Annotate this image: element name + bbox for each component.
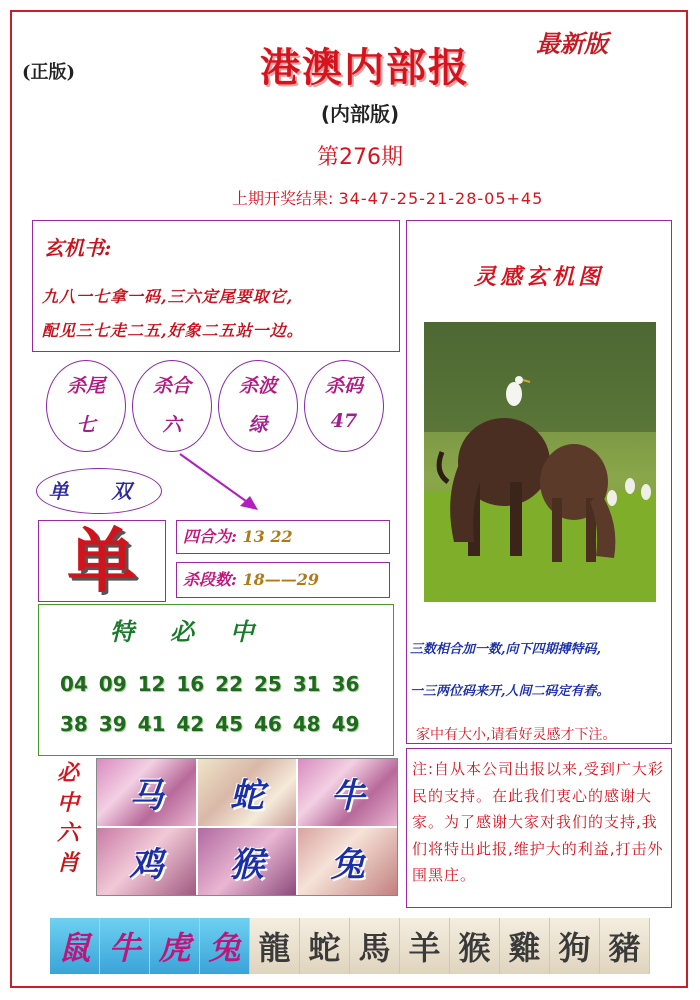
pick-label: 杀波	[238, 375, 277, 397]
hint-line-1: 三数相合加一数,向下四期搏特码,	[410, 642, 602, 657]
pick-value: 47	[330, 410, 358, 432]
issue-number: 第276期	[317, 145, 403, 170]
last-result-numbers: 34-47-25-21-28-05+45	[338, 189, 544, 208]
tebi-row-2: 38 39 41 42 45 46 48 49	[60, 712, 360, 736]
zodiac-pick: 蛇	[198, 759, 297, 826]
pick-label: 杀码	[324, 375, 363, 397]
zodiac-tile: 虎	[150, 918, 200, 974]
pick-sha-wei	[46, 360, 126, 452]
zodiac-tile: 羊	[400, 918, 450, 974]
last-result	[232, 186, 543, 209]
tebi-row-1: 04 09 12 16 22 25 31 36	[60, 672, 360, 696]
pick-sha-he	[132, 360, 212, 452]
xuanji-line-1: 九八一七拿一码,三六定尾要取它,	[42, 287, 294, 306]
pick-value: 七	[76, 414, 96, 436]
dan-shuang-ellipse: 单 双	[36, 468, 162, 514]
zodiac-pick: 猴	[198, 828, 297, 895]
notice-text: 注:自从本公司出报以来,受到广大彩民的支持。在此我们衷心的感谢大家。为了感谢大家对我们的支持,我们将特出此报,维护大的利益,打击外围黑庄。	[412, 760, 664, 884]
zodiac-pick: 鸡	[97, 828, 196, 895]
hint-line-2: 一三两位码来开,人间二码定有春。	[410, 684, 610, 699]
shaduan-label: 杀段数:	[183, 570, 237, 589]
xuanji-line-2: 配见三七走二五,好象二五站一边。	[42, 321, 304, 340]
sihe-box	[176, 520, 390, 554]
sihe-value: 13 22	[242, 527, 293, 546]
zodiac-side-char: 六	[56, 820, 79, 846]
zodiac-pick: 马	[97, 759, 196, 826]
zodiac-side-label	[50, 758, 86, 878]
pick-sha-bo	[218, 360, 298, 452]
zodiac-tile: 牛	[100, 918, 150, 974]
zodiac-pick: 兔	[298, 828, 397, 895]
zodiac-tile: 豬	[600, 918, 650, 974]
edition-left: (正版)	[22, 62, 76, 83]
page-title: 港澳内部报	[260, 44, 470, 91]
zodiac-strip	[50, 918, 650, 974]
pick-value: 绿	[248, 414, 268, 436]
pick-label: 杀尾	[66, 375, 105, 397]
zodiac-tile: 鼠	[50, 918, 100, 974]
zodiac-tile: 龍	[250, 918, 300, 974]
zodiac-tile: 雞	[500, 918, 550, 974]
tebi-title: 特必中	[110, 617, 290, 646]
zodiac-tile: 蛇	[300, 918, 350, 974]
zodiac-side-char: 必	[56, 760, 79, 786]
page-subtitle: (内部版)	[320, 102, 400, 126]
zodiac-pick: 牛	[298, 759, 397, 826]
zodiac-grid	[96, 758, 398, 896]
shaduan-value: 18——29	[242, 570, 320, 589]
pick-sha-ma	[304, 360, 384, 452]
sihe-label: 四合为:	[183, 527, 237, 546]
edition-right: 最新版	[536, 29, 608, 58]
buffalo-photo	[424, 322, 656, 602]
arrow-icon	[170, 448, 270, 520]
zodiac-tile: 兔	[200, 918, 250, 974]
inspiration-title: 灵感玄机图	[473, 264, 604, 290]
zodiac-side-char: 肖	[56, 850, 79, 876]
zodiac-side-char: 中	[56, 790, 79, 816]
shaduan-box	[176, 562, 390, 598]
pick-label: 杀合	[152, 375, 191, 397]
big-char: 单	[67, 519, 137, 602]
xuanji-title: 玄机书:	[44, 236, 112, 260]
inspiration-note: 家中有大小,请看好灵感才下注。	[416, 727, 617, 743]
zodiac-tile: 狗	[550, 918, 600, 974]
last-result-label: 上期开奖结果:	[232, 189, 334, 208]
zodiac-tile: 馬	[350, 918, 400, 974]
zodiac-tile: 猴	[450, 918, 500, 974]
big-char-box	[38, 520, 166, 602]
pick-value: 六	[162, 414, 182, 436]
